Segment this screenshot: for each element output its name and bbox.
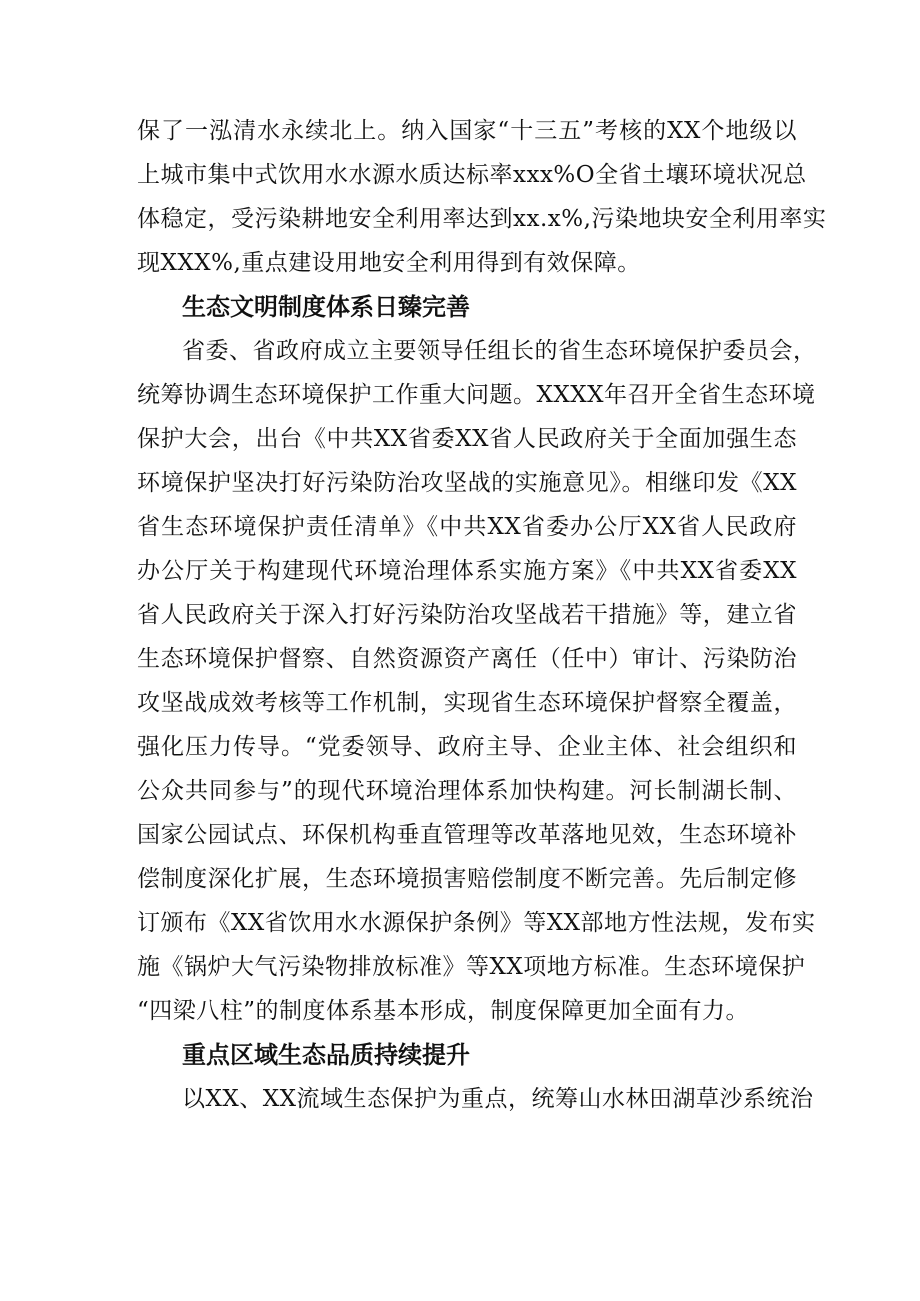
paragraph-line: 保了一泓清水永续北上。纳入国家“十三五”考核的XX个地级以 [137, 118, 797, 144]
paragraph-line: 环境保护坚决打好污染防治攻坚战的实施意见》。相继印发《XX [137, 470, 797, 496]
paragraph-line: 国家公园试点、环保机构垂直管理等改革落地见效，生态环境补 [137, 822, 797, 848]
paragraph-line: 偿制度深化扩展，生态环境损害赔偿制度不断完善。先后制定修 [137, 866, 797, 892]
paragraph-line: 办公厅关于构建现代环境治理体系实施方案》《中共XX省委XX [137, 558, 797, 584]
paragraph-line: 省生态环境保护责任清单》《中共XX省委办公厅XX省人民政府 [137, 514, 797, 540]
section-heading: 重点区域生态品质持续提升 [182, 1041, 470, 1069]
paragraph-line: 现XXX%,重点建设用地安全利用得到有效保障。 [137, 250, 641, 276]
paragraph-line: “四梁八柱”的制度体系基本形成，制度保障更加全面有力。 [137, 998, 750, 1024]
paragraph-line: 施《锅炉大气污染物排放标准》等XX项地方标准。生态环境保护 [137, 954, 806, 980]
paragraph-line: 省人民政府关于深入打好污染防治攻坚战若干措施》等，建立省 [137, 602, 797, 628]
paragraph-line: 统筹协调生态环境保护工作重大问题。XXXX年召开全省生态环境 [137, 382, 816, 408]
paragraph-line: 攻坚战成效考核等工作机制，实现省生态环境保护督察全覆盖， [137, 690, 797, 716]
paragraph-line: 体稳定，受污染耕地安全利用率达到xx.x%,污染地块安全利用率实 [137, 206, 827, 232]
section-heading: 生态文明制度体系日臻完善 [182, 293, 470, 321]
paragraph-line: 强化压力传导。“党委领导、政府主导、企业主体、社会组织和 [137, 734, 797, 760]
paragraph-line: 省委、省政府成立主要领导任组长的省生态环境保护委员会， [182, 338, 817, 364]
paragraph-line: 保护大会，出台《中共XX省委XX省人民政府关于全面加强生态 [137, 426, 797, 452]
paragraph-line: 公众共同参与”的现代环境治理体系加快构建。河长制湖长制、 [137, 778, 797, 804]
paragraph-line: 生态环境保护督察、自然资源资产离任（任中）审计、污染防治 [137, 646, 797, 672]
paragraph-line: 订颁布《XX省饮用水水源保护条例》等XX部地方性法规，发布实 [137, 910, 816, 936]
paragraph-line: 以XX、XX流域生态保护为重点，统筹山水林田湖草沙系统治 [182, 1086, 814, 1112]
paragraph-line: 上城市集中式饮用水水源水质达标率xxx%O全省土壤环境状况总 [137, 162, 807, 188]
